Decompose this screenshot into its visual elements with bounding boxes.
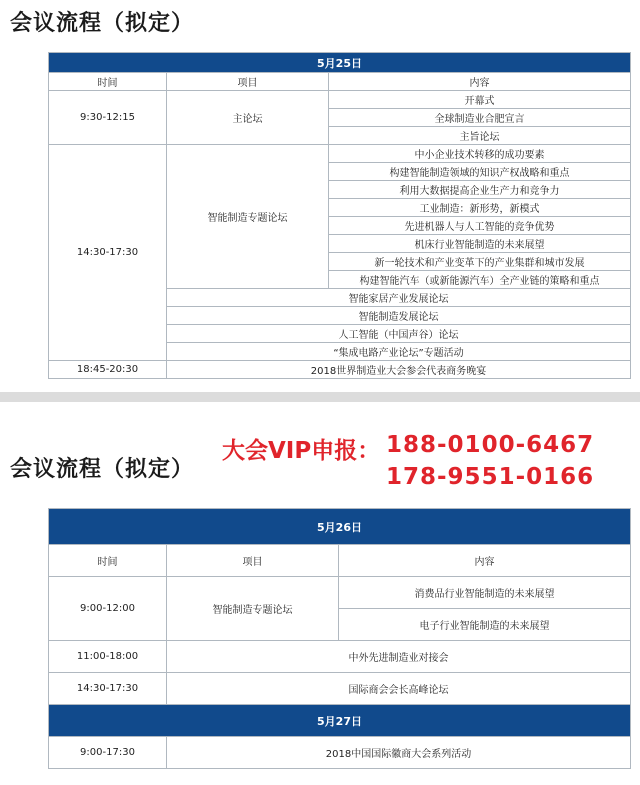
- content-item: 开幕式: [329, 91, 631, 109]
- content-item: 中外先进制造业对接会: [167, 641, 631, 673]
- time-cell: 9:00-12:00: [49, 577, 167, 641]
- page-title: 会议流程（拟定）: [10, 11, 195, 36]
- time-cell: 9:30-12:15: [49, 91, 167, 145]
- vip-phone-2: 178-9551-0166: [386, 464, 595, 490]
- content-item: 国际商会会长高峰论坛: [167, 673, 631, 705]
- schedule-table-may-25: [48, 52, 631, 379]
- content-item: 工业制造：新形势，新模式: [329, 199, 631, 217]
- content-item: 全球制造业合肥宣言: [329, 109, 631, 127]
- schedule-panel-may-25: [0, 0, 640, 392]
- content-item: 构建智能汽车（或新能源汽车）全产业链的策略和重点: [329, 271, 631, 289]
- content-item: 2018世界制造业大会参会代表商务晚宴: [167, 361, 631, 379]
- content-item: 消费品行业智能制造的未来展望: [339, 577, 631, 609]
- page-title: 会议流程（拟定）: [10, 457, 195, 482]
- project-cell: 主论坛: [167, 91, 329, 145]
- time-cell: 18:45-20:30: [49, 361, 167, 379]
- time-cell: 14:30-17:30: [49, 673, 167, 705]
- column-header-project: 项目: [167, 545, 339, 577]
- vip-phone-1: 188-0100-6467: [386, 432, 595, 458]
- content-item: 构建智能制造领域的知识产权战略和重点: [329, 163, 631, 181]
- column-header-project: 项目: [167, 73, 329, 91]
- forum-item: “集成电路产业论坛”专题活动: [167, 343, 631, 361]
- vip-label: 大会VIP申报：: [222, 438, 381, 464]
- content-item: 利用大数据提高企业生产力和竞争力: [329, 181, 631, 199]
- schedule-table-may-26-27: [48, 508, 631, 769]
- content-item: 主旨论坛: [329, 127, 631, 145]
- content-item: 2018中国国际徽商大会系列活动: [167, 737, 631, 769]
- date-header: 5月27日: [49, 705, 631, 737]
- forum-item: 智能制造发展论坛: [167, 307, 631, 325]
- column-header-content: 内容: [329, 73, 631, 91]
- project-cell: 智能制造专题论坛: [167, 577, 339, 641]
- time-cell: 11:00-18:00: [49, 641, 167, 673]
- content-item: 中小企业技术转移的成功要素: [329, 145, 631, 163]
- content-item: 电子行业智能制造的未来展望: [339, 609, 631, 641]
- date-header: 5月25日: [49, 53, 631, 73]
- time-cell: 9:00-17:30: [49, 737, 167, 769]
- content-item: 新一轮技术和产业变革下的产业集群和城市发展: [329, 253, 631, 271]
- time-cell: 14:30-17:30: [49, 145, 167, 361]
- column-header-time: 时间: [49, 73, 167, 91]
- column-header-time: 时间: [49, 545, 167, 577]
- panel-divider: [0, 392, 640, 402]
- forum-item: 智能家居产业发展论坛: [167, 289, 631, 307]
- schedule-panel-may-26-27: [0, 402, 640, 785]
- content-item: 机床行业智能制造的未来展望: [329, 235, 631, 253]
- date-header: 5月26日: [49, 509, 631, 545]
- project-cell: 智能制造专题论坛: [167, 145, 329, 289]
- column-header-content: 内容: [339, 545, 631, 577]
- content-item: 先进机器人与人工智能的竞争优势: [329, 217, 631, 235]
- forum-item: 人工智能（中国声谷）论坛: [167, 325, 631, 343]
